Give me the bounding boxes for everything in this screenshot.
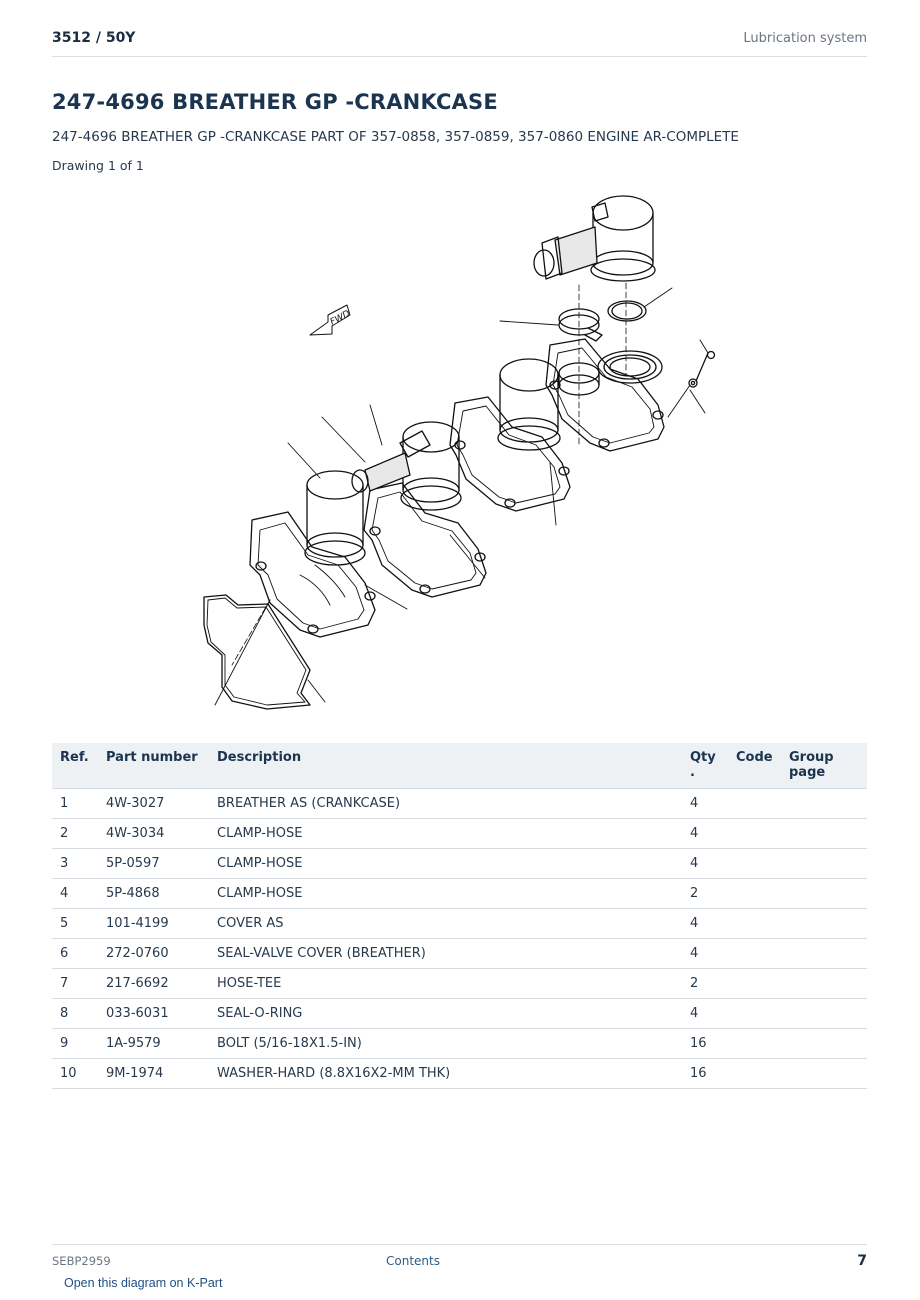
col-ref: Ref. <box>60 750 89 765</box>
hose-tee-1 <box>352 431 430 492</box>
cell-description: SEAL-O-RING <box>209 999 682 1029</box>
cell-ref: 4 <box>52 879 98 909</box>
cell-description: HOSE-TEE <box>209 969 682 999</box>
document-id: SEBP2959 <box>52 1254 111 1268</box>
bolt-and-washer <box>689 352 715 388</box>
cell-qty: 16 <box>682 1059 728 1089</box>
col-description: Description <box>217 750 302 765</box>
table-header-row <box>52 743 867 789</box>
cell-code <box>728 1029 781 1059</box>
table-row <box>52 1059 867 1089</box>
cell-description: BREATHER AS (CRANKCASE) <box>209 789 682 819</box>
table-row <box>52 939 867 969</box>
cell-part-number: 4W-3034 <box>98 819 209 849</box>
cell-part-number: 5P-0597 <box>98 849 209 879</box>
cell-ref: 5 <box>52 909 98 939</box>
valve-cover-4 <box>546 339 664 451</box>
table-row <box>52 999 867 1029</box>
page-subtitle: 247-4696 BREATHER GP -CRANKCASE PART OF 357-0858, 357-0859, 357-0860 ENGINE AR-COMPLETE <box>52 129 739 145</box>
cell-code <box>728 789 781 819</box>
breather-exploded <box>534 196 655 281</box>
cell-part-number: 4W-3027 <box>98 789 209 819</box>
col-qty <box>682 743 728 789</box>
cell-qty: 4 <box>682 849 728 879</box>
table-row <box>52 909 867 939</box>
table-row <box>52 789 867 819</box>
cell-qty: 4 <box>682 789 728 819</box>
parts-table <box>52 743 867 1089</box>
cell-group-page <box>781 939 867 969</box>
cell-group-page <box>781 969 867 999</box>
cell-qty: 2 <box>682 969 728 999</box>
cell-ref: 8 <box>52 999 98 1029</box>
col-part-number: Part number <box>106 750 198 765</box>
drawing-count: Drawing 1 of 1 <box>52 158 144 173</box>
col-qty-label: Qty . <box>690 750 716 780</box>
cell-part-number: 5P-4868 <box>98 879 209 909</box>
cell-description: COVER AS <box>209 909 682 939</box>
fwd-label: FWD <box>328 308 352 328</box>
cell-qty: 2 <box>682 879 728 909</box>
cell-group-page <box>781 1029 867 1059</box>
cell-qty: 4 <box>682 999 728 1029</box>
table-row <box>52 969 867 999</box>
cell-qty: 4 <box>682 939 728 969</box>
cell-qty: 4 <box>682 819 728 849</box>
contents-link[interactable]: Contents <box>386 1254 440 1268</box>
col-group-page-label: Group page <box>789 750 834 780</box>
cell-code <box>728 849 781 879</box>
cell-group-page <box>781 789 867 819</box>
cell-ref: 7 <box>52 969 98 999</box>
kpart-link[interactable]: Open this diagram on K-Part <box>64 1276 223 1290</box>
cell-description: BOLT (5/16-18X1.5-IN) <box>209 1029 682 1059</box>
cell-part-number: 1A-9579 <box>98 1029 209 1059</box>
table-row <box>52 1029 867 1059</box>
cell-code <box>728 969 781 999</box>
cell-part-number: 272-0760 <box>98 939 209 969</box>
cell-ref: 9 <box>52 1029 98 1059</box>
cell-group-page <box>781 999 867 1029</box>
cell-code <box>728 879 781 909</box>
cell-ref: 2 <box>52 819 98 849</box>
cell-part-number: 9M-1974 <box>98 1059 209 1089</box>
cell-code <box>728 999 781 1029</box>
cell-part-number: 217-6692 <box>98 969 209 999</box>
col-group-page <box>781 743 867 789</box>
cell-group-page <box>781 909 867 939</box>
cell-ref: 10 <box>52 1059 98 1089</box>
cell-group-page <box>781 1059 867 1089</box>
cell-ref: 6 <box>52 939 98 969</box>
table-row <box>52 879 867 909</box>
section-label: Lubrication system <box>743 31 867 46</box>
cell-code <box>728 939 781 969</box>
cell-part-number: 101-4199 <box>98 909 209 939</box>
cell-code <box>728 1059 781 1089</box>
cell-code <box>728 909 781 939</box>
col-code: Code <box>736 750 773 765</box>
page-footer <box>52 1244 867 1269</box>
cell-description: CLAMP-HOSE <box>209 819 682 849</box>
cell-description: SEAL-VALVE COVER (BREATHER) <box>209 939 682 969</box>
table-row <box>52 819 867 849</box>
o-ring-loose <box>608 301 646 321</box>
fwd-arrow-icon <box>310 305 352 335</box>
page-number: 7 <box>857 1253 867 1269</box>
cell-description: WASHER-HARD (8.8X16X2-MM THK) <box>209 1059 682 1089</box>
cell-description: CLAMP-HOSE <box>209 849 682 879</box>
model-label: 3512 / 50Y <box>52 30 136 46</box>
exploded-parts-diagram <box>160 185 760 725</box>
cell-group-page <box>781 879 867 909</box>
cell-ref: 3 <box>52 849 98 879</box>
cell-part-number: 033-6031 <box>98 999 209 1029</box>
page-title: 247-4696 BREATHER GP -CRANKCASE <box>52 90 498 114</box>
cell-qty: 16 <box>682 1029 728 1059</box>
cell-ref: 1 <box>52 789 98 819</box>
table-row <box>52 849 867 879</box>
cell-group-page <box>781 819 867 849</box>
cell-code <box>728 819 781 849</box>
page-header <box>52 28 867 57</box>
cell-qty: 4 <box>682 909 728 939</box>
cell-group-page <box>781 849 867 879</box>
cell-description: CLAMP-HOSE <box>209 879 682 909</box>
